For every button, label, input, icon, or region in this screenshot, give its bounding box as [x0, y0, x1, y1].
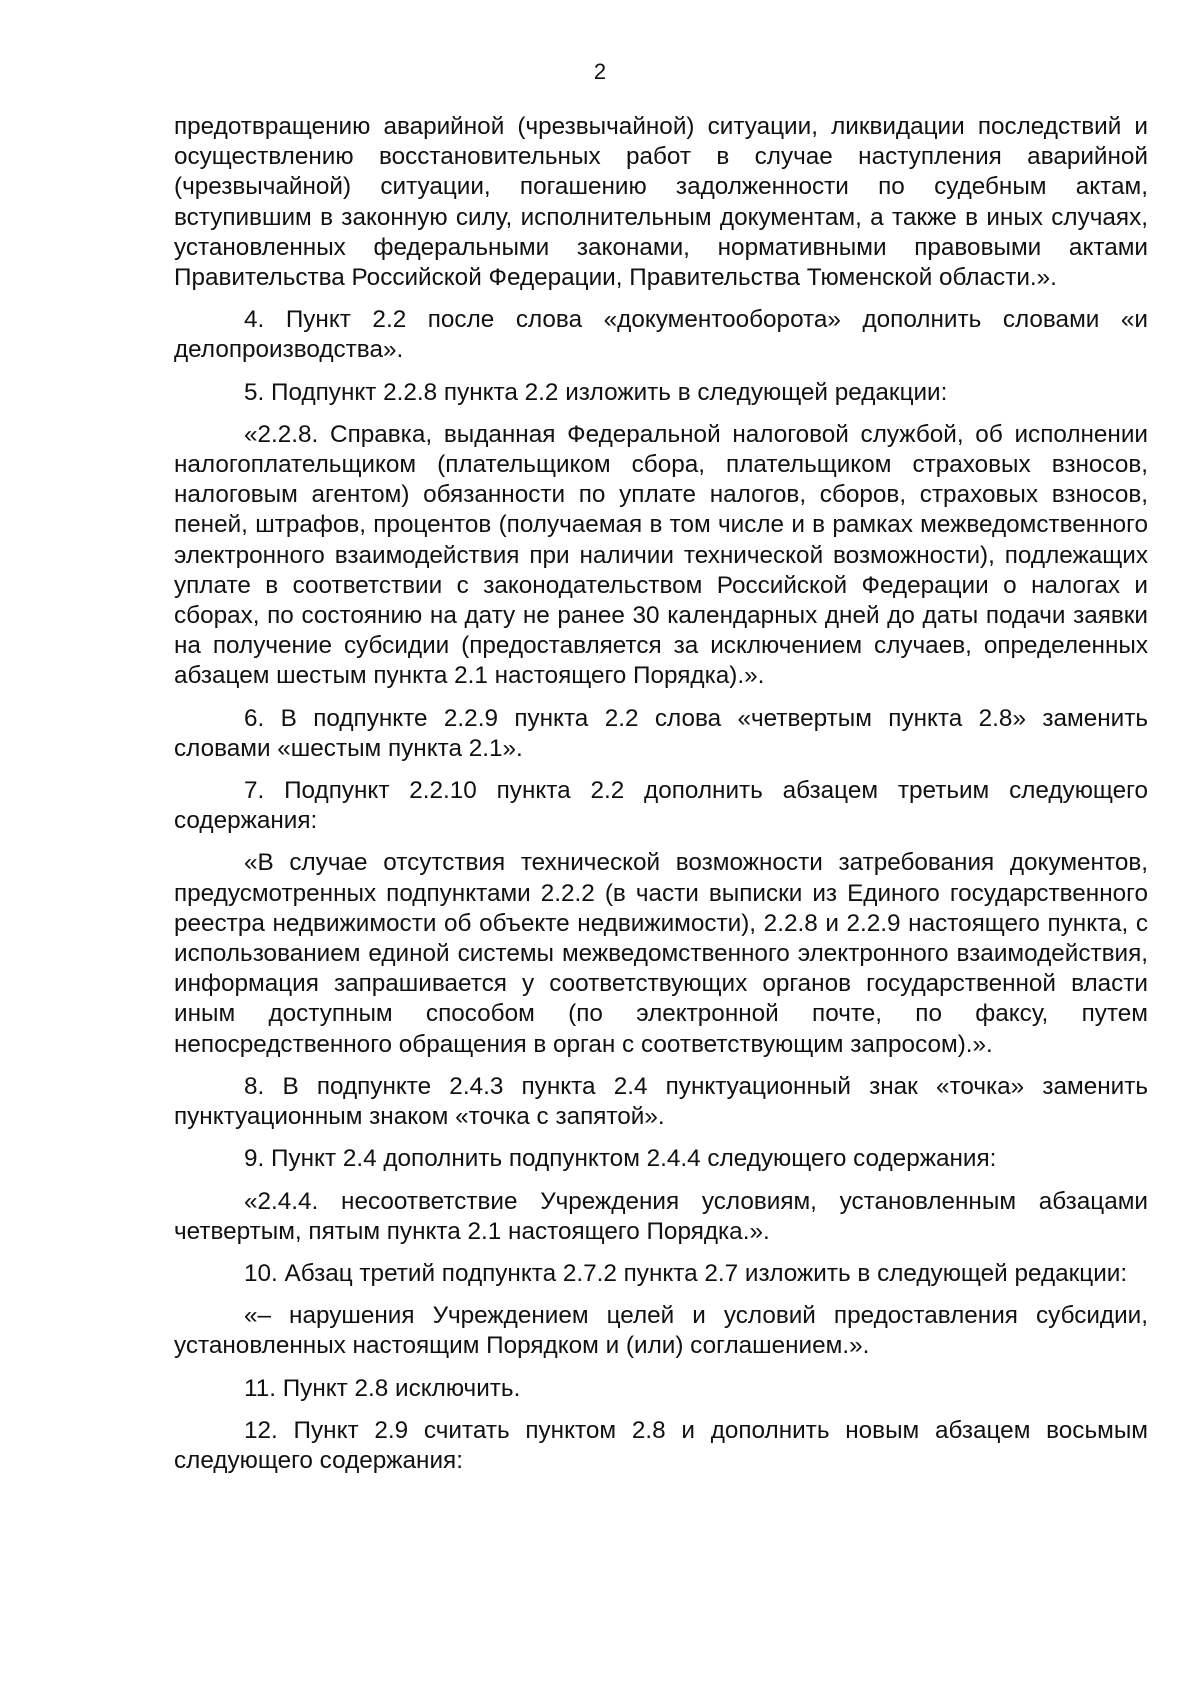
paragraph-item-4: 4. Пункт 2.2 после слова «документооборота» дополнить словами «и делопроизводства».: [174, 306, 1148, 364]
paragraph-item-8: 8. В подпункте 2.4.3 пункта 2.4 пунктуационный знак «точка» заменить пунктуационным знаком «точка с запятой».: [174, 1072, 1148, 1131]
paragraph-item-11: 11. Пункт 2.8 исключить.: [244, 1374, 521, 1402]
paragraph-quote-technical-possibility: «В случае отсутствия технической возможности затребования документов, предусмотренных подпунктами 2.2.2 (в части выписки из Единого государственного реестра недвижимости об объекте недвижимости), 2.2.8 и 2.2.9 настоящего пункта, с использованием единой системы межведомственного электронного взаимодействия, информация запрашивается у соответствующих органов государственной власти иным доступным способом (по электронной почте, по факсу, путем непосредственного обращения в орган с соответствующим запросом).».: [174, 849, 1148, 1058]
paragraph-quote-2-4-4: «2.4.4. несоответствие Учреждения условиям, установленным абзацами четвертым, пятым пункта 2.1 настоящего Порядка.».: [174, 1187, 1148, 1245]
paragraph-continuation: предотвращению аварийной (чрезвычайной) ситуации, ликвидации последствий и осуществлению восстановительных работ в случае наступления аварийной (чрезвычайной) ситуации, погашению задолженности по судебным актам, вступившим в законную силу, исполнительным документам, а также в иных случаях, установленных федеральными законами, нормативными правовыми актами Правительства Российской Федерации, Правительства Тюменской области.».: [174, 113, 1148, 292]
page-number: 2: [593, 59, 607, 84]
paragraph-quote-2-2-8: «2.2.8. Справка, выданная Федеральной налоговой службой, об исполнении налогоплательщиком (плательщиком сбора, плательщиком страховых взносов, налоговым агентом) обязанности по уплате налогов, сборов, страховых взносов, пеней, штрафов, процентов (получаемая в том числе и в рамках межведомственного электронного взаимодействия при наличии технической возможности), подлежащих уплате в соответствии с законодательством Российской Федерации о налогах и сборах, по состоянию на дату не ранее 30 календарных дней до даты подачи заявки на получение субсидии (предоставляется за исключением случаев, определенных абзацем шестым пункта 2.1 настоящего Порядка).».: [174, 420, 1148, 690]
paragraph-item-6: 6. В подпункте 2.2.9 пункта 2.2 слова «четвертым пункта 2.8» заменить словами «шестым пункта 2.1».: [174, 704, 1148, 762]
paragraph-item-5: 5. Подпункт 2.2.8 пункта 2.2 изложить в следующей редакции:: [244, 378, 948, 406]
document-body: [174, 112, 1148, 1476]
paragraph-item-9: 9. Пункт 2.4 дополнить подпунктом 2.4.4 следующего содержания:: [244, 1145, 997, 1173]
paragraph-item-7: 7. Подпункт 2.2.10 пункта 2.2 дополнить абзацем третьим следующего содержания:: [174, 777, 1148, 835]
paragraph-quote-violations: «– нарушения Учреждением целей и условий предоставления субсидии, установленных настоящим Порядком и (или) соглашением.».: [174, 1302, 1148, 1360]
paragraph-item-10: 10. Абзац третий подпункта 2.7.2 пункта 2.7 изложить в следующей редакции:: [244, 1259, 1128, 1287]
paragraph-item-12: 12. Пункт 2.9 считать пунктом 2.8 и дополнить новым абзацем восьмым следующего содержания:: [174, 1416, 1148, 1474]
